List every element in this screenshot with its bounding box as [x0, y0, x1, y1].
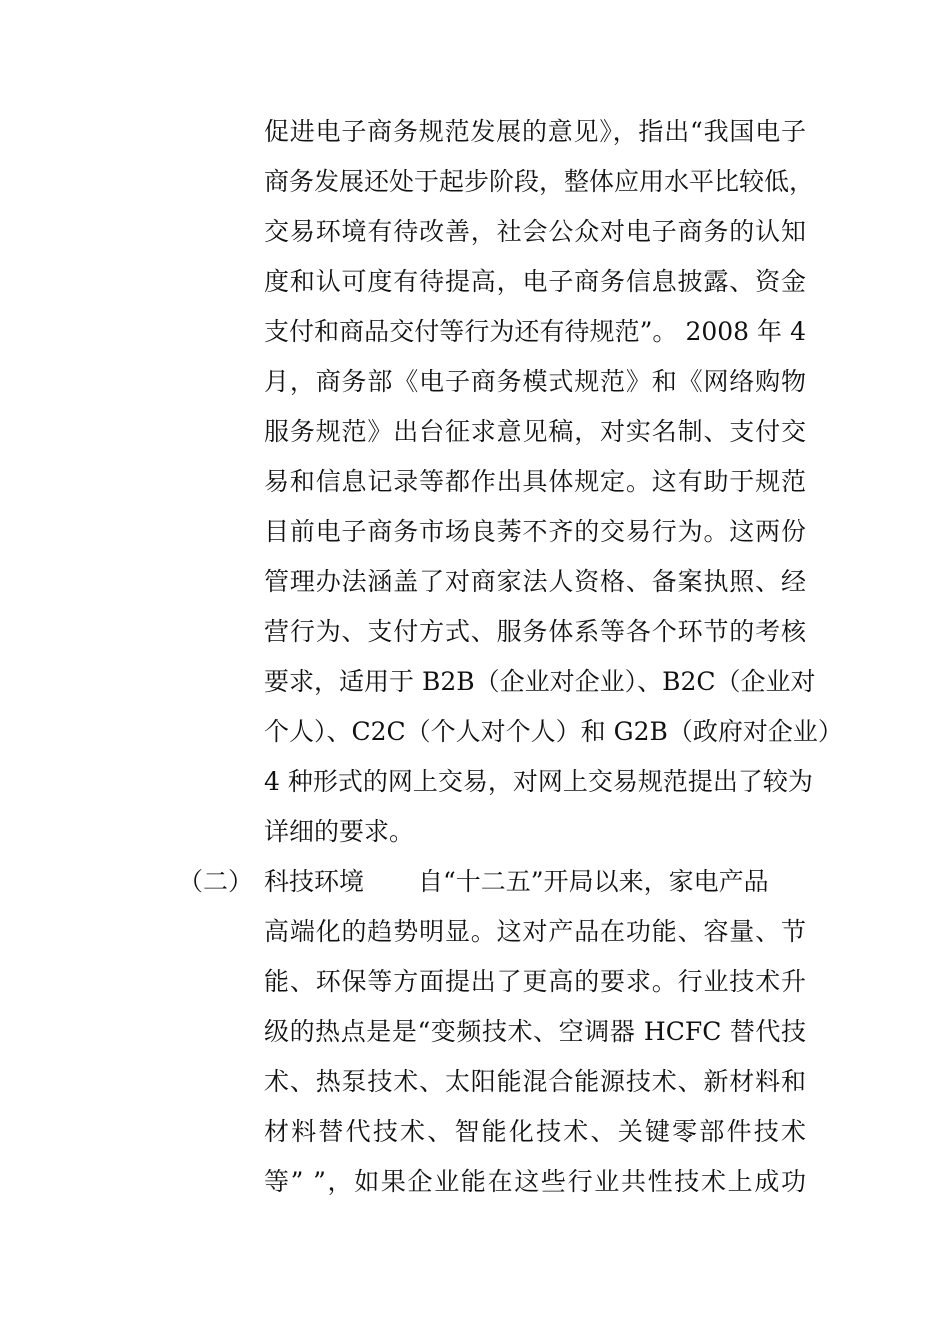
paragraph-line: 材料替代技术、智能化技术、关键零部件技术: [264, 1117, 806, 1146]
paragraph-line: 商务发展还处于起步阶段，整体应用水平比较低，: [264, 167, 815, 196]
paragraph-line: 级的热点是是“变频技术、空调器 HCFC 替代技: [264, 1017, 806, 1046]
section-heading: 科技环境: [264, 867, 365, 896]
paragraph-line: 支付和商品交付等行为还有待规范”。 2008 年 4: [264, 317, 806, 346]
paragraph-line: 个人）、C2C（个人对个人）和 G2B（政府对企业）: [264, 717, 843, 746]
paragraph-line: 高端化的趋势明显。这对产品在功能、容量、节: [264, 917, 806, 946]
paragraph-line: 目前电子商务市场良莠不齐的交易行为。这两份: [264, 517, 806, 546]
paragraph-line: 等” ”，如果企业能在这些行业共性技术上成功: [264, 1167, 806, 1196]
paragraph-line: 管理办法涵盖了对商家法人资格、备案执照、经: [264, 567, 806, 596]
section-marker: （二）: [178, 867, 254, 896]
paragraph-line: 营行为、支付方式、服务体系等各个环节的考核: [264, 617, 806, 646]
section-first-line-text: 自“十二五”开局以来，家电产品: [418, 867, 769, 896]
paragraph-line: 易和信息记录等都作出具体规定。这有助于规范: [264, 467, 806, 496]
paragraph-line: 要求，适用于 B2B（企业对企业）、B2C（企业对: [264, 667, 816, 696]
paragraph-line: 服务规范》出台征求意见稿，对实名制、支付交: [264, 417, 806, 446]
paragraph-line: 能、环保等方面提出了更高的要求。行业技术升: [264, 967, 806, 996]
section-first-line: [264, 857, 806, 907]
paragraph-line: 月，商务部《电子商务模式规范》和《网络购物: [264, 367, 806, 396]
paragraph-line: 4 种形式的网上交易，对网上交易规范提出了较为: [264, 767, 813, 796]
paragraph-line: 详细的要求。: [264, 817, 415, 846]
paragraph-line: 交易环境有待改善，社会公众对电子商务的认知: [264, 217, 806, 246]
paragraph-line: 度和认可度有待提高，电子商务信息披露、资金: [264, 267, 806, 296]
paragraph-line: 术、热泵技术、太阳能混合能源技术、新材料和: [264, 1067, 806, 1096]
paragraph-line: 促进电子商务规范发展的意见》，指出“我国电子: [264, 117, 806, 146]
